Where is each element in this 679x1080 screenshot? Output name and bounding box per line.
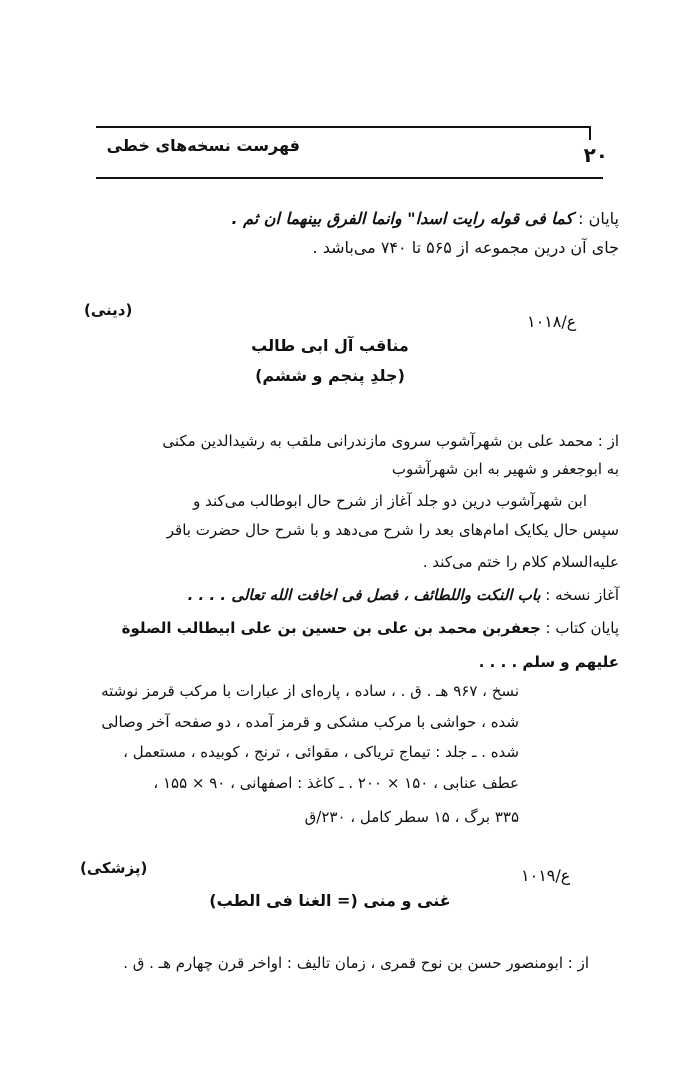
entry1-author-line1: از : محمد علی بن شهرآشوب سروی مازندرانی ملقب به رشیدالدین مکنی: [162, 432, 619, 450]
entry1-end-line: [122, 617, 619, 639]
entry1-physical-line2: شده ، حواشی با مرکب مشکی و قرمز آمده ، دو صفحه آخر وصالی: [101, 713, 519, 731]
entry1-physical-line4: عطف عنابی ، ۱۵۰ × ۲۰۰ . ـ کاغذ : اصفهانی ، ۹۰ × ۱۵۵ ،: [153, 774, 519, 792]
entry1-end-text: جعفربن محمد بن علی بن حسین بن علی ابیطالب الصلوة: [121, 619, 541, 637]
entry1-physical-line3: شده . ـ جلد : تیماج تریاکی ، مقوائی ، ترنج ، کوبیده ، مستعمل ،: [123, 743, 519, 761]
intro-end-line: [231, 208, 619, 230]
entry1-author-line2: به ابوجعفر و شهیر به ابن شهرآشوب: [391, 460, 619, 478]
entry1-subject: (دینی): [84, 301, 133, 319]
entry2-subject: (پزشکی): [80, 859, 148, 877]
entry1-number: ۱۰۱۸/ع: [527, 312, 577, 331]
header-rule-top: [96, 126, 590, 128]
intro-location-line: جای آن درین مجموعه از ۵۶۵ تا ۷۴۰ می‌باشد .: [312, 238, 619, 257]
entry2-author-line: از : ابومنصور حسن بن نوح قمری ، زمان تالیف : اواخر قرن چهارم هـ . ق .: [123, 954, 589, 972]
entry1-title: مناقب آل ابی طالب: [251, 336, 409, 355]
entry1-end-label: پایان کتاب :: [540, 619, 619, 637]
intro-end-label: پایان :: [573, 209, 619, 228]
page-number: ۲۰: [583, 143, 608, 167]
entry2-number: ۱۰۱۹/ع: [521, 866, 571, 885]
header-rule-tick: [589, 126, 591, 140]
entry1-end-line2: علیهم و سلم . . . .: [478, 653, 619, 671]
entry1-desc-line2: سپس حال یکایک امام‌های بعد را شرح می‌دهد و با شرح حال حضرت باقر: [166, 521, 619, 539]
intro-end-text: کما فی قوله رایت اسدا" وانما الفرق بینهما ان ثم .: [231, 209, 574, 228]
entry1-start-line: [188, 584, 619, 606]
entry1-physical-line5: ۳۳۵ برگ ، ۱۵ سطر کامل ، ۲۳۰/ق: [304, 808, 519, 826]
entry1-start-text: باب النکت واللطائف ، فصل فی اخافت الله تعالی . . . .: [187, 586, 541, 604]
entry1-start-label: آغاز نسخه :: [540, 586, 619, 604]
entry1-subtitle: (جلدِ پنجم و ششم): [255, 366, 405, 385]
header-rule-bottom: [96, 177, 603, 179]
entry1-physical-line1: نسخ ، ۹۶۷ هـ . ق . ، ساده ، پاره‌ای از عبارات با مرکب قرمز نوشته: [101, 682, 519, 700]
entry1-desc-line3: علیه‌السلام کلام را ختم می‌کند .: [422, 553, 619, 571]
entry2-title: غنی و منی (= الغنا فی الطب): [209, 891, 451, 910]
entry1-desc-line1: ابن شهرآشوب درین دو جلد آغاز از شرح حال ابوطالب می‌کند و: [193, 492, 587, 510]
running-header-title: فهرست نسخه‌های خطی: [106, 136, 300, 155]
